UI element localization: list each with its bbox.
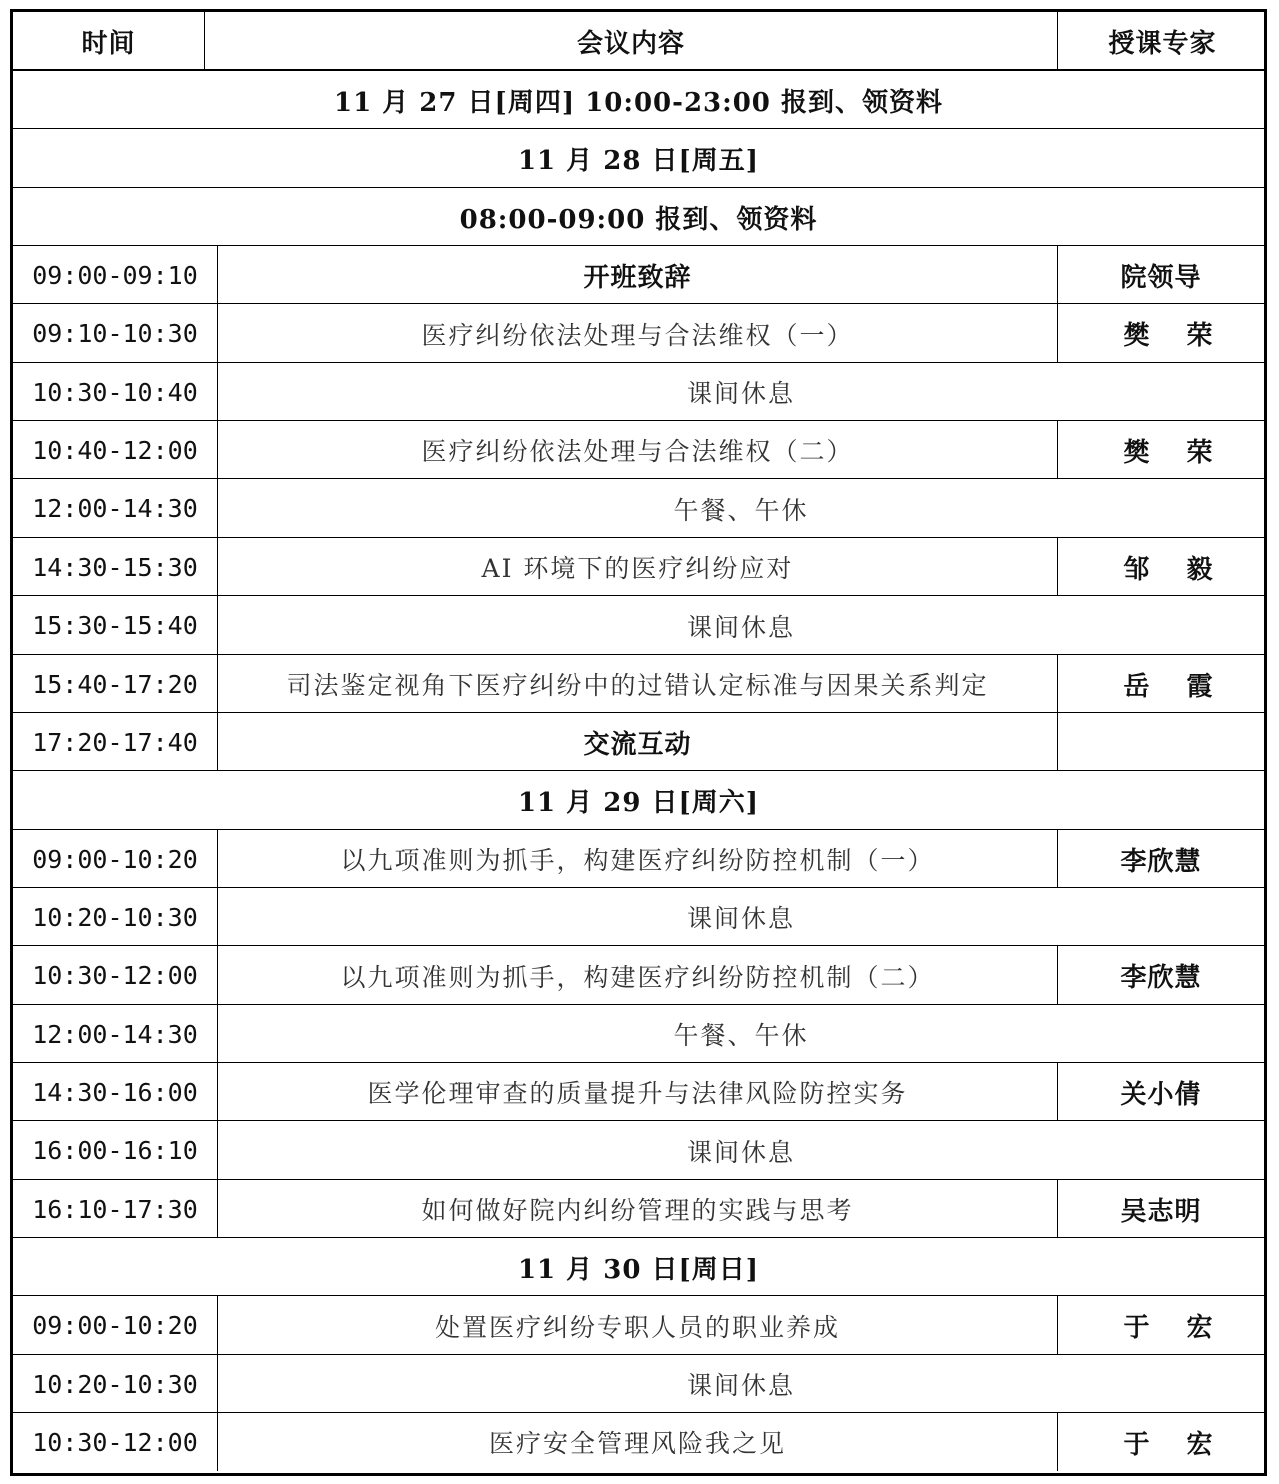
day-heading-row: 11 月 30 日[周日] <box>517 1254 760 1285</box>
expert-name: 关小倩 <box>1120 1079 1202 1110</box>
session-title: 如何做好院内纠纷管理的实践与思考 <box>421 1196 854 1225</box>
break-cell: 课间休息 <box>686 379 795 408</box>
session-title: 医疗纠纷依法处理与合法维权（二） <box>421 437 854 466</box>
day-heading-row: 11 月 28 日[周五] <box>517 146 760 176</box>
header-content: 会议内容 <box>576 28 685 59</box>
session-title: AI 环境下的医疗纠纷应对 <box>481 554 794 583</box>
time-cell: 09:10-10:30 <box>32 319 198 348</box>
expert-name: 邹 毅 <box>1123 554 1227 585</box>
header-divider-right <box>1057 12 1058 70</box>
time-cell: 16:10-17:30 <box>32 1194 198 1224</box>
time-cell: 12:00-14:30 <box>32 494 198 523</box>
expert-name: 李欣慧 <box>1120 963 1202 993</box>
session-title: 医疗安全管理风险我之见 <box>488 1429 786 1458</box>
time-cell: 15:40-17:20 <box>32 669 198 699</box>
header-divider-left <box>204 12 205 70</box>
break-cell: 午餐、午休 <box>673 495 809 525</box>
break-cell: 课间休息 <box>686 1371 795 1400</box>
session-title: 医学伦理审查的质量提升与法律风险防控实务 <box>367 1079 908 1108</box>
expert-name: 樊 荣 <box>1123 437 1227 468</box>
time-cell: 10:40-12:00 <box>32 435 198 465</box>
expert-name: 樊 荣 <box>1123 321 1227 351</box>
expert-name: 岳 霞 <box>1123 671 1227 702</box>
header-time: 时间 <box>81 28 136 59</box>
session-title: 交流互动 <box>583 729 692 760</box>
time-cell: 10:30-12:00 <box>32 961 198 990</box>
break-cell: 课间休息 <box>686 904 795 933</box>
schedule-table <box>10 9 1267 1476</box>
time-cell: 09:00-09:10 <box>32 260 198 290</box>
expert-name: 院领导 <box>1120 262 1202 293</box>
day-heading-row: 08:00-09:00 报到、领资料 <box>459 204 818 235</box>
time-cell: 12:00-14:30 <box>32 1019 198 1049</box>
expert-name: 吴志明 <box>1120 1196 1202 1227</box>
session-title: 处置医疗纠纷专职人员的职业养成 <box>434 1312 840 1342</box>
session-title: 以九项准则为抓手，构建医疗纠纷防控机制（一） <box>340 846 935 875</box>
time-cell: 16:00-16:10 <box>32 1136 198 1165</box>
time-cell: 09:00-10:20 <box>32 1311 198 1340</box>
expert-name: 于 宏 <box>1123 1313 1227 1343</box>
break-cell: 课间休息 <box>686 612 795 642</box>
time-cell: 10:30-12:00 <box>32 1427 198 1457</box>
day-heading-row: 11 月 27 日[周四] 10:00-23:00 报到、领资料 <box>334 87 943 118</box>
session-title: 以九项准则为抓手，构建医疗纠纷防控机制（二） <box>340 962 935 992</box>
break-cell: 午餐、午休 <box>673 1021 809 1050</box>
time-cell: 14:30-15:30 <box>32 552 198 582</box>
expert-name <box>1058 713 1264 771</box>
expert-name: 李欣慧 <box>1120 846 1202 877</box>
time-cell: 09:00-10:20 <box>32 844 198 874</box>
break-cell: 课间休息 <box>686 1137 795 1167</box>
time-cell: 15:30-15:40 <box>32 611 198 640</box>
time-cell: 10:30-10:40 <box>32 377 198 407</box>
time-cell: 14:30-16:00 <box>32 1077 198 1107</box>
time-cell: 10:20-10:30 <box>32 902 198 932</box>
session-title: 开班致辞 <box>583 262 692 293</box>
expert-name: 于 宏 <box>1123 1429 1227 1460</box>
time-cell: 17:20-17:40 <box>32 727 198 757</box>
session-title: 医疗纠纷依法处理与合法维权（一） <box>421 320 854 350</box>
time-cell: 10:20-10:30 <box>32 1369 198 1399</box>
session-title: 司法鉴定视角下医疗纠纷中的过错认定标准与因果关系判定 <box>286 671 989 700</box>
header-expert: 授课专家 <box>1108 28 1217 59</box>
day-heading-row: 11 月 29 日[周六] <box>517 788 760 818</box>
